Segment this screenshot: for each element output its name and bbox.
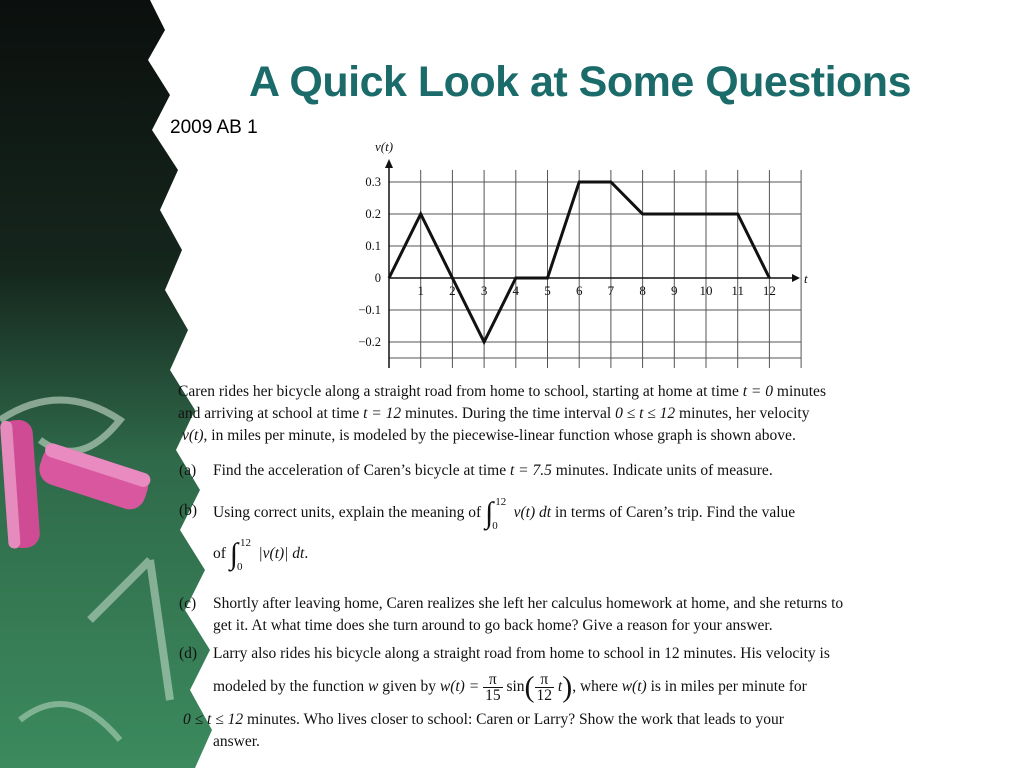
question-text: .	[304, 545, 309, 562]
part-a-text	[179, 460, 979, 482]
integral-upper-limit: 12	[495, 496, 507, 508]
denominator: 15	[485, 687, 501, 704]
question-text: Using correct units, explain the meaning of	[213, 504, 482, 521]
x-tick-label: 3	[480, 283, 488, 298]
slide-subtitle: 2009 AB 1	[170, 117, 258, 138]
x-tick-label: 7	[607, 283, 615, 298]
y-axis-arrow	[385, 159, 393, 168]
math-expr: t = 7.5	[509, 462, 552, 479]
part-b-line-1	[179, 496, 979, 532]
part-label: (c)	[179, 595, 197, 612]
intro-line-1	[178, 381, 978, 403]
question-text: minutes. Indicate units of measure.	[551, 462, 773, 479]
intro-text: minutes, her velocity	[675, 405, 810, 422]
y-tick-label: 0.2	[365, 207, 381, 221]
sin-function: sin	[506, 678, 525, 696]
denominator: 12	[536, 687, 553, 704]
y-tick-label: −0.2	[358, 335, 381, 349]
integral-sign: ∫	[229, 537, 239, 571]
integral-upper-limit: 12	[240, 537, 252, 549]
part-c	[179, 593, 979, 637]
x-tick-label: 11	[731, 283, 744, 298]
part-b	[179, 496, 979, 573]
question-text: get it. At what time does she turn around to go back home? Give a reason for your answer.	[213, 617, 773, 634]
math-expr: w(t) =	[439, 678, 480, 696]
question-text: answer.	[213, 733, 260, 750]
y-axis-label: v(t)	[375, 139, 394, 154]
y-tick-label: −0.1	[358, 303, 381, 317]
math-expr: v(t) dt	[513, 504, 552, 521]
fraction-pi-15	[483, 672, 503, 703]
part-label: (d)	[179, 645, 198, 662]
question-text: Larry also rides his bicycle along a straight road from home to school in 12 minutes. His velocity is	[213, 645, 830, 662]
x-tick-label: 4	[512, 283, 520, 298]
x-tick-label: 6	[575, 283, 583, 298]
grid	[389, 170, 801, 368]
question-text: Shortly after leaving home, Caren realizes she left her calculus homework at home, and she returns to	[213, 595, 844, 612]
part-b-line-2	[179, 525, 979, 573]
x-tick-label: 9	[671, 283, 678, 298]
question-text: given by	[378, 678, 440, 696]
math-expr: t = 0	[742, 383, 774, 400]
intro-text: and arriving at school at time	[178, 405, 364, 422]
part-d-text	[179, 643, 979, 753]
math-expr: |v(t)| dt	[258, 545, 305, 562]
intro-line-2	[178, 403, 978, 425]
intro-text: minutes	[773, 383, 826, 400]
intro-text: minutes. During the time interval	[401, 405, 616, 422]
y-tick-label: 0.1	[365, 239, 381, 253]
numerator: π	[483, 672, 503, 688]
question-text: is in miles per minute for	[646, 678, 807, 696]
part-d-line-3	[183, 703, 979, 731]
part-d	[179, 643, 979, 753]
math-expr: w	[367, 678, 379, 696]
fraction-pi-12	[535, 672, 555, 703]
x-tick-label: 10	[699, 283, 713, 298]
math-expr: 0 ≤ t ≤ 12	[615, 405, 676, 422]
intro-text: , in miles per minute, is modeled by the piecewise-linear function whose graph is shown above.	[203, 427, 796, 444]
part-label: (a)	[179, 462, 197, 479]
integral-lower-limit: 0	[237, 561, 243, 573]
question-text: Find the acceleration of Caren’s bicycle at time	[213, 462, 510, 479]
y-tick-label: 0.3	[365, 175, 381, 189]
x-tick-label: 2	[449, 283, 456, 298]
x-tick-label: 1	[417, 283, 424, 298]
paren-open: (	[524, 670, 535, 704]
slide-title: A Quick Look at Some Questions	[249, 58, 911, 106]
question-text: of	[213, 545, 226, 562]
x-axis-label: t	[804, 271, 808, 286]
question-text: in terms of Caren’s trip. Find the value	[554, 504, 796, 521]
x-tick-label: 5	[544, 283, 551, 298]
integral-lower-limit: 0	[492, 520, 498, 532]
question-text: modeled by the function	[213, 678, 368, 696]
part-a	[179, 460, 979, 482]
math-expr: 0 ≤ t ≤ 12	[183, 711, 244, 728]
math-expr: w(t)	[621, 678, 647, 696]
math-expr: v(t)	[182, 427, 204, 444]
intro-line-3	[178, 425, 978, 447]
question-text: minutes. Who lives closer to school: Caren or Larry? Show the work that leads to your	[243, 711, 784, 728]
part-label: (b)	[179, 502, 198, 519]
intro-paragraph	[178, 381, 978, 447]
x-axis-arrow	[792, 274, 800, 282]
math-expr: t	[557, 678, 563, 696]
part-c-text	[179, 593, 979, 637]
part-d-line-2	[213, 665, 979, 703]
x-tick-label: 8	[639, 283, 646, 298]
paren-close: )	[562, 670, 573, 704]
y-tick-label: 0	[374, 271, 381, 285]
velocity-graph	[340, 138, 810, 370]
x-tick-label: 12	[762, 283, 776, 298]
numerator: π	[535, 672, 555, 688]
intro-text: Caren rides her bicycle along a straight road from home to school, starting at home at time	[178, 383, 743, 400]
integral-sign: ∫	[485, 496, 494, 530]
math-expr: t = 12	[363, 405, 402, 422]
question-text: , where	[572, 678, 622, 696]
